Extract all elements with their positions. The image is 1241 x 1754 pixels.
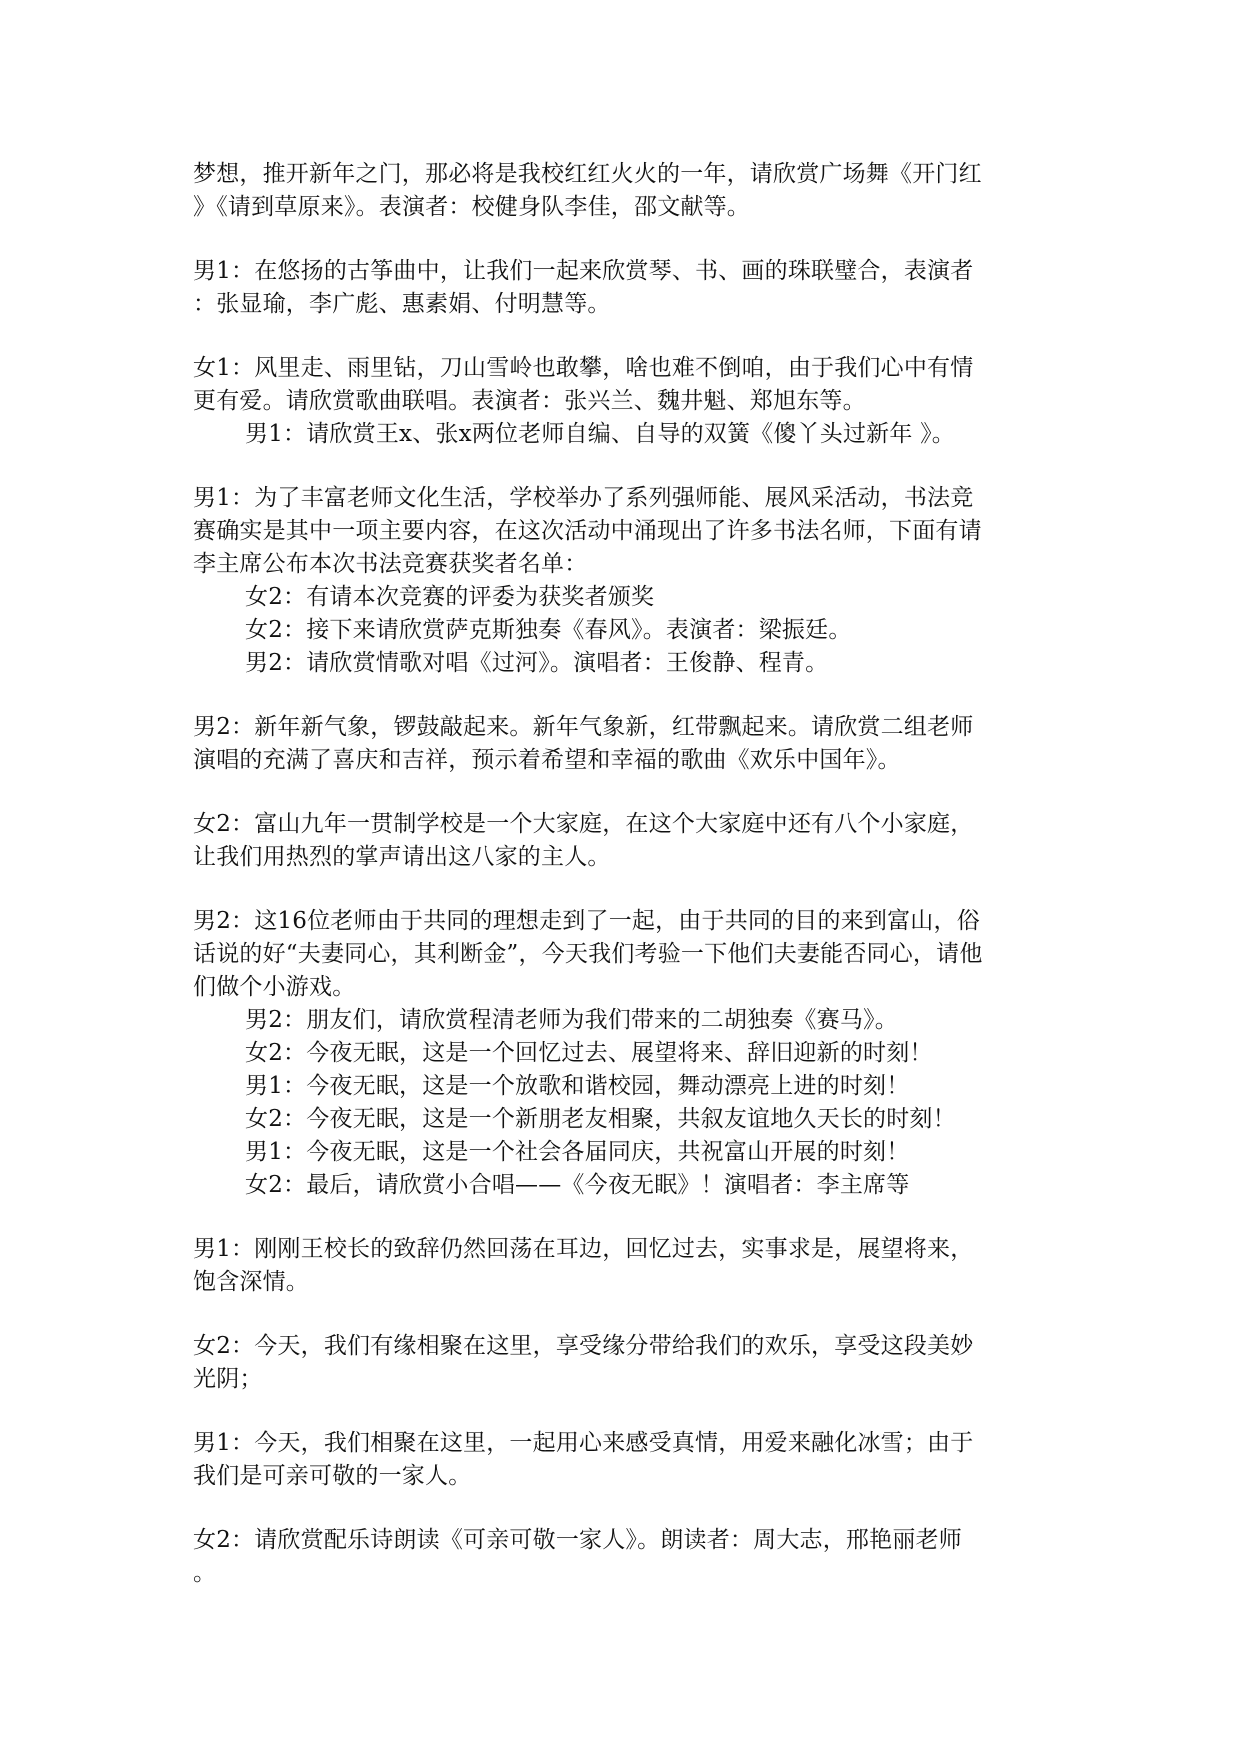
document-page (193, 158, 1053, 1590)
text-line: 演唱的充满了喜庆和吉祥，预示着希望和幸福的歌曲《欢乐中国年》。 (193, 747, 901, 773)
paragraph-gap (193, 1299, 1053, 1330)
text-line: 男2：这16位老师由于共同的理想走到了一起，由于共同的目的来到富山，俗 (193, 908, 980, 934)
paragraph-gap (193, 874, 1053, 905)
text-line: 男1：在悠扬的古筝曲中，让我们一起来欣赏琴、书、画的珠联璧合，表演者 (193, 258, 974, 284)
paragraph-gap (193, 777, 1053, 808)
text-line: 女2：今夜无眠，这是一个回忆过去、展望将来、辞旧迎新的时刻！ (245, 1040, 933, 1066)
text-line: 女1：风里走、雨里钻，刀山雪岭也敢攀，啥也难不倒咱，由于我们心中有情 (193, 355, 974, 381)
text-line: 男2：新年新气象，锣鼓敲起来。新年气象新，红带飘起来。请欣赏二组老师 (193, 714, 974, 740)
text-line: 男1：为了丰富老师文化生活，学校举办了系列强师能、展风采活动，书法竞 (193, 485, 974, 511)
text-line: 梦想，推开新年之门，那必将是我校红红火火的一年，请欣赏广场舞《开门红 (193, 161, 982, 187)
text-line: 女2：最后，请欣赏小合唱——《今夜无眠》！演唱者：李主席等 (245, 1172, 910, 1198)
paragraph-guzheng (193, 255, 1053, 321)
text-line: 。 (193, 1560, 217, 1586)
text-line: 我们是可亲可敬的一家人。 (193, 1463, 472, 1489)
paragraph-gap (193, 224, 1053, 255)
text-line: 女2：今夜无眠，这是一个新朋老友相聚，共叙友谊地久天长的时刻！ (245, 1106, 956, 1132)
text-line: 男2：朋友们，请欣赏程清老师为我们带来的二胡独奏《赛马》。 (245, 1007, 898, 1033)
text-line: 男1：今夜无眠，这是一个放歌和谐校园，舞动漂亮上进的时刻！ (245, 1073, 910, 1099)
text-line: 女2：有请本次竞赛的评委为获奖者颁奖 (245, 584, 655, 610)
text-line: 男1：今夜无眠，这是一个社会各届同庆，共祝富山开展的时刻！ (245, 1139, 910, 1165)
text-line: 更有爱。请欣赏歌曲联唱。表演者：张兴兰、魏井魁、郑旭东等。 (193, 388, 866, 414)
text-line: 女2：请欣赏配乐诗朗读《可亲可敬一家人》。朗读者：周大志，邢艳丽老师 (193, 1527, 962, 1553)
text-line: ：张显瑜，李广彪、惠素娟、付明慧等。 (193, 291, 611, 317)
paragraph-zhenqing (193, 1427, 1053, 1493)
paragraph-guangchangwu (193, 158, 1053, 224)
text-line: 女2：今天，我们有缘相聚在这里，享受缘分带给我们的欢乐，享受这段美妙 (193, 1333, 974, 1359)
paragraph-gap (193, 1202, 1053, 1233)
text-line: 们做个小游戏。 (193, 974, 356, 1000)
paragraph-yuanfen (193, 1330, 1053, 1396)
paragraph-gap (193, 680, 1053, 711)
text-line: 男1：今天，我们相聚在这里，一起用心来感受真情，用爱来融化冰雪；由于 (193, 1430, 974, 1456)
paragraph-huanle (193, 711, 1053, 777)
text-line: 女2：接下来请欣赏萨克斯独奏《春风》。表演者：梁振廷。 (245, 617, 852, 643)
text-line: 男2：请欣赏情歌对唱《过河》。演唱者：王俊静、程青。 (245, 650, 829, 676)
text-line: 让我们用热烈的掌声请出这八家的主人。 (193, 844, 611, 870)
text-line: 话说的好“夫妻同心，其利断金”，今天我们考验一下他们夫妻能否同心，请他 (193, 941, 983, 967)
text-line: 男1：请欣赏王x、张x两位老师自编、自导的双簧《傻丫头过新年 》。 (245, 421, 955, 447)
text-line: 男1：刚刚王校长的致辞仍然回荡在耳边，回忆过去，实事求是，展望将来， (193, 1236, 974, 1262)
paragraph-gap (193, 1396, 1053, 1427)
paragraph-shufa (193, 482, 1053, 680)
paragraph-gap (193, 451, 1053, 482)
text-line: 光阴； (193, 1366, 263, 1392)
text-line: 李主席公布本次书法竞赛获奖者名单： (193, 551, 588, 577)
text-line: 》《请到草原来》。表演者：校健身队李佳，邵文献等。 (193, 194, 750, 220)
paragraph-langdu (193, 1524, 1053, 1590)
paragraph-gap (193, 1493, 1053, 1524)
text-line: 饱含深情。 (193, 1269, 309, 1295)
paragraph-dajiating (193, 808, 1053, 874)
text-line: 赛确实是其中一项主要内容，在这次活动中涌现出了许多书法名师，下面有请 (193, 518, 982, 544)
paragraph-zhici (193, 1233, 1053, 1299)
paragraph-gap (193, 321, 1053, 352)
paragraph-youxi (193, 905, 1053, 1202)
text-line: 女2：富山九年一贯制学校是一个大家庭，在这个大家庭中还有八个小家庭， (193, 811, 974, 837)
paragraph-lianchang (193, 352, 1053, 451)
